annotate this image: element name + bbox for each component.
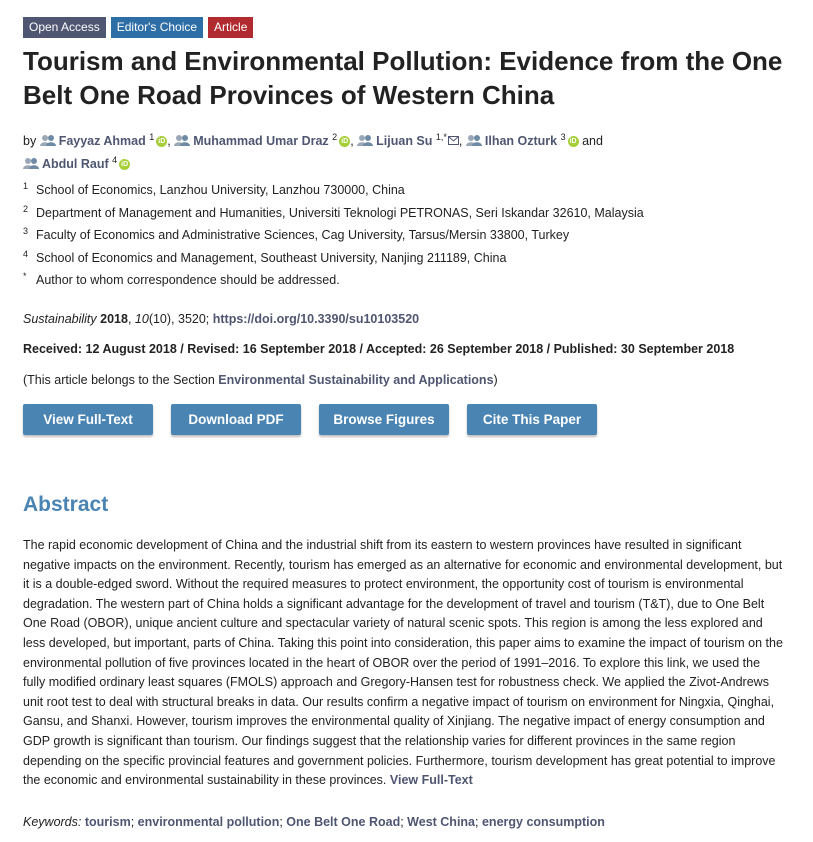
author-affil-sup: 4 [112,155,118,166]
affiliation-text: Faculty of Economics and Administrative Sciences, Cag University, Tarsus/Mersin 33800, Turkey [36,228,570,242]
keyword-link[interactable]: West China [407,815,476,829]
citation-issue-pages: (10), 3520; [148,312,213,326]
keyword-link[interactable]: One Belt One Road [286,815,401,829]
affiliation-number: * [23,271,27,281]
citation-year: 2018 [100,312,128,326]
download-pdf-button[interactable]: Download PDF [171,404,301,435]
orcid-icon[interactable]: iD [569,138,577,146]
keyword-link[interactable]: environmental pollution [137,815,280,829]
action-buttons [23,404,597,435]
keywords [23,815,605,829]
abstract-full-text-link[interactable]: View Full-Text [389,773,473,788]
article-type-badge: Article [208,17,253,38]
orcid-icon[interactable]: iD [341,138,349,146]
affiliations [23,181,793,294]
author-separator: , [458,134,463,149]
affiliation-number: 1 [23,181,29,191]
author-avatar-icon [23,156,39,168]
author-link[interactable]: Muhammad Umar Draz [193,134,329,149]
affiliation-item [23,249,793,272]
author-affil-sup: 1 [149,132,155,142]
abstract-heading: Abstract [23,493,109,516]
citation-line: Sustainability 2018, 10(10), 3520; https://doi.org/10.3390/su10103520 [23,312,420,326]
affiliation-text: Department of Management and Humanities, Universiti Teknologi PETRONAS, Seri Iskandar 32610, Malaysia [36,205,644,220]
affiliation-item [23,181,793,204]
view-full-text-button[interactable]: View Full-Text [23,404,153,435]
author-avatar-icon [357,133,373,145]
author-affil-sup: 1,* [435,132,447,142]
affiliation-item [23,271,793,294]
badges [23,17,253,38]
keyword-link[interactable]: energy consumption [481,815,605,829]
keywords-label: Keywords: [23,815,82,829]
author-affil-sup: 3 [560,132,566,142]
section-suffix: ) [493,373,498,387]
orcid-icon[interactable]: iD [158,138,166,146]
affiliation-item [23,226,793,249]
author-avatar-icon [174,133,190,145]
author-link[interactable]: Lijuan Su [376,134,433,149]
affiliation-number: 4 [23,248,29,259]
author-link[interactable]: Fayyaz Ahmad [58,134,146,149]
affiliation-text: School of Economics, Lanzhou University, Lanzhou 730000, China [36,183,405,197]
author-link[interactable]: Abdul Rauf [42,157,109,172]
email-icon[interactable] [448,136,459,145]
open-access-badge[interactable]: Open Access [23,17,106,38]
orcid-icon[interactable]: iD [121,161,129,169]
article-title: Tourism and Environmental Pollution: Evidence from the One Belt One Road Provinces of Western China [23,46,783,110]
affiliation-number: 3 [23,226,29,236]
citation-volume: 10 [134,312,149,326]
affiliation-text: School of Economics and Management, Southeast University, Nanjing 211189, China [36,250,507,265]
section-prefix: (This article belongs to the Section [23,373,219,387]
browse-figures-button[interactable]: Browse Figures [319,404,449,435]
section-note [23,373,498,387]
author-separator: , [350,134,354,149]
affiliation-text: Author to whom correspondence should be addressed. [36,273,340,287]
keyword-separator: ; [130,815,135,829]
keyword-link[interactable]: tourism [84,815,131,829]
affiliation-number: 2 [23,203,29,214]
keyword-separator: ; [279,815,283,829]
doi-link[interactable]: https://doi.org/10.3390/su10103520 [212,312,420,326]
author-avatar-icon [466,133,482,145]
author-list [23,128,793,174]
abstract-text: The rapid economic development of China and the industrial shift from its eastern to western provinces have resulted in significant negative impacts on the environment. Recently, tourism has emerged as an alternative for economic and environmental development, but it is a double-edged sword. Without the required measures to protect environment, the opportunity cost of tourism is environmental degradation. The western part of China holds a significant advantage for the development of travel and tourism (T&T), due to One Belt One Road (OBOR), unique ancient culture and spectacular variety of natural scenic spots. This region is among the less explored and less developed, but important, parts of China. Taking this point into consideration, this paper aims to examine the impact of tourism on the environmental pollution of five provinces located in the heart of OBOR over the period of 1991–2016. To explore this link, we used the fully modified ordinary least squares (FMOLS) approach and Gregory-Hansen test for robustness check. We applied the Zivot-Andrews unit root test to deal with structural breaks in data. Our results confirm a negative impact of tourism on environment for Ningxia, Qinghai, Gansu, and Shanxi. However, tourism improves the environmental quality of Xinjiang. The negative impact of energy consumption and GDP growth is significant than tourism. Our findings suggest that the relationship varies for different provinces in the same region depending on the specific provincial features and government policies. Furthermore, tourism development has great potential to improve the economic and environmental sustainability in these provinces. [23,538,783,788]
publication-dates: Received: 12 August 2018 / Revised: 16 September 2018 / Accepted: 26 September 2018 / Published: 30 September 2018 [23,342,735,356]
cite-paper-button[interactable]: Cite This Paper [467,404,597,435]
journal-name: Sustainability [23,312,97,326]
affiliation-item [23,204,793,227]
author-link[interactable]: Ilhan Ozturk [484,134,558,149]
section-link[interactable]: Environmental Sustainability and Applications [218,373,494,387]
keyword-separator: ; [475,815,479,829]
by-label: by [23,134,37,149]
keyword-separator: ; [400,815,404,829]
editors-choice-badge[interactable]: Editor's Choice [111,17,203,38]
and-label: and [582,134,603,149]
author-separator: , [167,134,171,149]
abstract-body [23,536,783,791]
author-affil-sup: 2 [332,132,338,142]
author-avatar-icon [40,133,56,145]
